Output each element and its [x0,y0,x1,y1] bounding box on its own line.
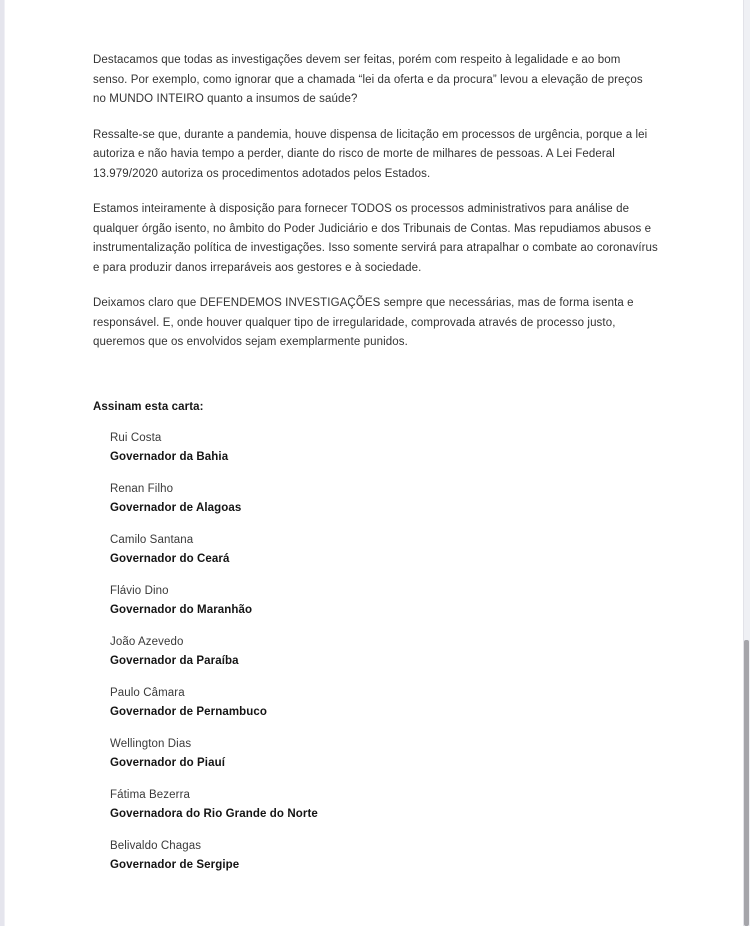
signatory-title: Governador do Ceará [110,553,230,565]
scrollbar-thumb[interactable] [744,640,749,926]
signatory-name: Renan Filho [110,483,174,495]
signatory-name: João Azevedo [110,636,184,648]
signatory-title: Governador de Alagoas [110,502,242,514]
signatures-list [93,429,658,875]
signatory-name: Flávio Dino [110,585,169,597]
letter-paragraph: Deixamos claro que DEFENDEMOS INVESTIGAÇÕES sempre que necessárias, mas de forma isenta e responsável. E, onde houver qualquer tipo de irregularidade, comprovada através de processo justo, queremos que os envolvidos sejam exemplarmente punidos. [93,297,634,348]
signatures-heading: Assinam esta carta: [93,400,204,413]
signatory-name: Paulo Câmara [110,687,185,699]
signatory-title: Governador da Bahia [110,451,229,463]
signatory-title: Governador de Pernambuco [110,706,268,718]
signatory-title: Governadora do Rio Grande do Norte [110,808,318,820]
letter-paragraph: Ressalte-se que, durante a pandemia, houve dispensa de licitação em processos de urgência, porque a lei autoriza e não havia tempo a perder, diante do risco de morte de milhares de pessoas. A Lei Federal 13.979/2020 autoriza os procedimentos adotados pelos Estados. [93,128,648,180]
signature-item [110,837,658,875]
signature-item [110,480,658,518]
signatory-title: Governador do Maranhão [110,604,253,616]
signature-item [110,582,658,620]
viewer-left-edge [0,0,5,926]
signatory-name: Wellington Dias [110,738,192,750]
signatory-name: Rui Costa [110,432,162,444]
signatory-name: Fátima Bezerra [110,789,191,801]
signatory-name: Camilo Santana [110,534,194,546]
signatory-title: Governador da Paraíba [110,655,239,667]
letter-paragraph: Estamos inteiramente à disposição para fornecer TODOS os processos administrativos para análise de qualquer órgão isento, no âmbito do Poder Judiciário e dos Tribunais de Contas. Mas repudiamos abusos e instrumentalização política de investigações. Isso somente servirá para atrapalhar o combate ao coronavírus e para produzir danos irreparáveis aos gestores e à sociedade. [93,203,658,274]
signature-item [110,786,658,824]
signature-item [110,429,658,467]
signature-item [110,684,658,722]
signatory-title: Governador do Piauí [110,757,226,769]
signature-item [110,633,658,671]
letter-paragraph: Destacamos que todas as investigações devem ser feitas, porém com respeito à legalidade e ao bom senso. Por exemplo, como ignorar que a chamada “lei da oferta e da procura” levou a elevação de preços no MUNDO INTEIRO quanto a insumos de saúde? [93,54,643,105]
signatory-name: Belivaldo Chagas [110,840,202,852]
vertical-scrollbar[interactable] [743,0,750,926]
signatory-title: Governador de Sergipe [110,859,240,871]
signature-item [110,531,658,569]
signature-item [110,735,658,773]
letter-page [93,51,658,888]
